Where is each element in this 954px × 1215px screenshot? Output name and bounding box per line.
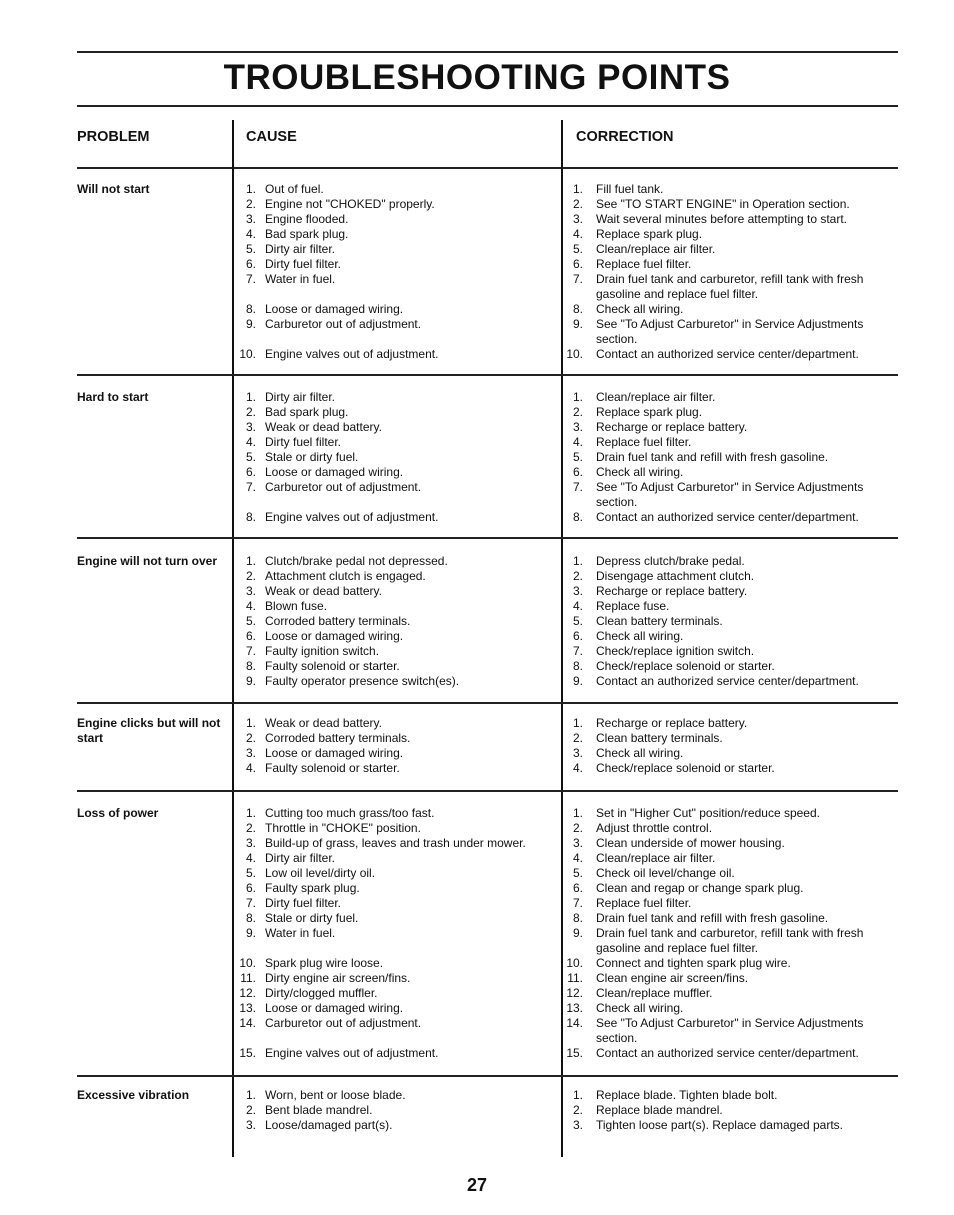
section-divider <box>77 1075 898 1077</box>
cause-number: 9. <box>245 926 256 940</box>
correction-text: Fill fuel tank. <box>596 182 664 196</box>
correction-number: 6. <box>572 629 583 643</box>
correction-number: 2. <box>572 731 583 745</box>
cause-number: 15. <box>239 1046 256 1060</box>
correction-text: Clean and regap or change spark plug. <box>596 881 804 895</box>
correction-text: section. <box>596 495 638 509</box>
correction-number: 8. <box>572 510 583 524</box>
correction-number: 2. <box>572 569 583 583</box>
cause-text: Dirty/clogged muffler. <box>265 986 378 1000</box>
correction-text: Contact an authorized service center/department. <box>596 347 859 361</box>
cause-number: 5. <box>245 866 256 880</box>
correction-number: 3. <box>572 584 583 598</box>
correction-number: 13. <box>566 1001 583 1015</box>
correction-number: 2. <box>572 821 583 835</box>
correction-number: 4. <box>572 435 583 449</box>
correction-text: Drain fuel tank and refill with fresh gasoline. <box>596 450 829 464</box>
correction-text: Contact an authorized service center/department. <box>596 674 859 688</box>
cause-text: Faulty ignition switch. <box>265 644 380 658</box>
cause-text: Faulty operator presence switch(es). <box>265 674 460 688</box>
cause-number: 4. <box>245 435 256 449</box>
correction-number: 1. <box>572 554 583 568</box>
correction-number: 3. <box>572 836 583 850</box>
cause-text: Loose/damaged part(s). <box>265 1118 393 1132</box>
correction-text: Contact an authorized service center/department. <box>596 510 859 524</box>
correction-number: 1. <box>572 716 583 730</box>
correction-number: 4. <box>572 227 583 241</box>
cause-number: 3. <box>245 1118 256 1132</box>
cause-text: Worn, bent or loose blade. <box>265 1088 406 1102</box>
problem-label: Excessive vibration <box>77 1088 190 1102</box>
correction-text: Replace spark plug. <box>596 227 703 241</box>
correction-text: Disengage attachment clutch. <box>596 569 755 583</box>
cause-text: Engine valves out of adjustment. <box>265 1046 439 1060</box>
cause-text: Engine valves out of adjustment. <box>265 510 439 524</box>
problem-label: Loss of power <box>77 806 159 820</box>
correction-number: 5. <box>572 450 583 464</box>
cause-number: 8. <box>245 911 256 925</box>
correction-number: 3. <box>572 1118 583 1132</box>
cause-number: 4. <box>245 599 256 613</box>
page-number: 27 <box>466 1175 488 1195</box>
correction-text: Clean/replace air filter. <box>596 851 716 865</box>
correction-text: Clean battery terminals. <box>596 614 723 628</box>
correction-text: Replace fuse. <box>596 599 670 613</box>
cause-text: Dirty fuel filter. <box>265 896 342 910</box>
correction-text: Drain fuel tank and carburetor, refill tank with fresh <box>596 272 864 286</box>
correction-text: Wait several minutes before attempting to start. <box>596 212 847 226</box>
cause-number: 13. <box>239 1001 256 1015</box>
problem-label: Engine clicks but will not start <box>77 716 221 745</box>
correction-number: 7. <box>572 272 583 286</box>
cause-text: Carburetor out of adjustment. <box>265 317 422 331</box>
cause-column-header: CAUSE <box>246 129 297 145</box>
cause-number: 4. <box>245 227 256 241</box>
cause-text: Loose or damaged wiring. <box>265 746 404 760</box>
correction-text: section. <box>596 1031 638 1045</box>
correction-text: Set in "Higher Cut" position/reduce speed. <box>596 806 820 820</box>
correction-text: Check all wiring. <box>596 465 684 479</box>
cause-text: Throttle in "CHOKE" position. <box>265 821 421 835</box>
cause-text: Bent blade mandrel. <box>265 1103 373 1117</box>
correction-text: Check all wiring. <box>596 1001 684 1015</box>
correction-number: 1. <box>572 182 583 196</box>
cause-text: Engine flooded. <box>265 212 349 226</box>
cause-number: 1. <box>245 182 256 196</box>
section-divider <box>77 374 898 376</box>
correction-number: 10. <box>566 956 583 970</box>
cause-text: Faulty solenoid or starter. <box>265 659 400 673</box>
correction-text: Clean/replace air filter. <box>596 242 716 256</box>
cause-text: Loose or damaged wiring. <box>265 1001 404 1015</box>
cause-text: Faulty spark plug. <box>265 881 360 895</box>
cause-column-divider <box>232 120 234 1157</box>
correction-number: 3. <box>572 420 583 434</box>
cause-number: 5. <box>245 614 256 628</box>
correction-text: Recharge or replace battery. <box>596 716 748 730</box>
correction-text: Adjust throttle control. <box>596 821 713 835</box>
correction-text: Contact an authorized service center/department. <box>596 1046 859 1060</box>
cause-number: 7. <box>245 480 256 494</box>
cause-text: Water in fuel. <box>265 926 336 940</box>
cause-text: Engine valves out of adjustment. <box>265 347 439 361</box>
correction-text: Check oil level/change oil. <box>596 866 735 880</box>
cause-text: Corroded battery terminals. <box>265 614 411 628</box>
correction-number: 9. <box>572 317 583 331</box>
problem-label: Will not start <box>77 182 150 196</box>
cause-number: 2. <box>245 821 256 835</box>
cause-number: 6. <box>245 465 256 479</box>
cause-number: 2. <box>245 405 256 419</box>
correction-text: Connect and tighten spark plug wire. <box>596 956 791 970</box>
correction-number: 1. <box>572 1088 583 1102</box>
cause-number: 14. <box>239 1016 256 1030</box>
cause-text: Build-up of grass, leaves and trash under mower. <box>265 836 526 850</box>
cause-number: 1. <box>245 1088 256 1102</box>
correction-text: Check all wiring. <box>596 746 684 760</box>
cause-number: 8. <box>245 510 256 524</box>
correction-number: 7. <box>572 644 583 658</box>
cause-number: 9. <box>245 317 256 331</box>
cause-number: 6. <box>245 629 256 643</box>
correction-number: 7. <box>572 480 583 494</box>
correction-text: Check all wiring. <box>596 302 684 316</box>
correction-number: 6. <box>572 257 583 271</box>
title-top-rule <box>77 51 898 53</box>
cause-text: Dirty fuel filter. <box>265 435 342 449</box>
cause-text: Loose or damaged wiring. <box>265 302 404 316</box>
cause-text: Carburetor out of adjustment. <box>265 480 422 494</box>
correction-text: Drain fuel tank and refill with fresh gasoline. <box>596 911 829 925</box>
cause-number: 3. <box>245 420 256 434</box>
correction-text: See "To Adjust Carburetor" in Service Adjustments <box>596 317 864 331</box>
cause-text: Bad spark plug. <box>265 405 349 419</box>
correction-text: gasoline and replace fuel filter. <box>596 287 759 301</box>
section-divider <box>77 537 898 539</box>
correction-text: See "TO START ENGINE" in Operation section. <box>596 197 850 211</box>
correction-column-header: CORRECTION <box>576 129 674 145</box>
correction-number: 4. <box>572 851 583 865</box>
correction-text: Check/replace ignition switch. <box>596 644 755 658</box>
cause-text: Blown fuse. <box>265 599 328 613</box>
correction-text: See "To Adjust Carburetor" in Service Adjustments <box>596 1016 864 1030</box>
cause-text: Dirty air filter. <box>265 242 336 256</box>
cause-number: 4. <box>245 851 256 865</box>
correction-number: 14. <box>566 1016 583 1030</box>
page-title: TROUBLESHOOTING POINTS <box>223 58 731 97</box>
correction-number: 9. <box>572 674 583 688</box>
cause-text: Weak or dead battery. <box>265 584 382 598</box>
correction-text: Replace blade mandrel. <box>596 1103 723 1117</box>
correction-text: Clean engine air screen/fins. <box>596 971 749 985</box>
correction-text: section. <box>596 332 638 346</box>
correction-number: 2. <box>572 1103 583 1117</box>
cause-number: 12. <box>239 986 256 1000</box>
correction-text: Replace fuel filter. <box>596 435 692 449</box>
correction-text: Check/replace solenoid or starter. <box>596 761 775 775</box>
cause-text: Weak or dead battery. <box>265 716 382 730</box>
correction-text: Replace blade. Tighten blade bolt. <box>596 1088 778 1102</box>
cause-number: 5. <box>245 242 256 256</box>
cause-number: 2. <box>245 1103 256 1117</box>
correction-text: gasoline and replace fuel filter. <box>596 941 759 955</box>
correction-number: 11. <box>567 971 583 985</box>
correction-number: 9. <box>572 926 583 940</box>
section-divider <box>77 790 898 792</box>
cause-text: Water in fuel. <box>265 272 336 286</box>
correction-text: Replace fuel filter. <box>596 896 692 910</box>
cause-number: 10. <box>239 347 256 361</box>
correction-number: 1. <box>572 806 583 820</box>
cause-number: 6. <box>245 257 256 271</box>
cause-text: Faulty solenoid or starter. <box>265 761 400 775</box>
correction-text: Clean battery terminals. <box>596 731 723 745</box>
cause-number: 11. <box>240 971 256 985</box>
correction-number: 15. <box>566 1046 583 1060</box>
cause-text: Corroded battery terminals. <box>265 731 411 745</box>
correction-text: Recharge or replace battery. <box>596 584 748 598</box>
cause-number: 3. <box>245 746 256 760</box>
correction-number: 8. <box>572 302 583 316</box>
correction-number: 6. <box>572 881 583 895</box>
correction-text: Drain fuel tank and carburetor, refill tank with fresh <box>596 926 864 940</box>
cause-text: Spark plug wire loose. <box>265 956 384 970</box>
cause-number: 6. <box>245 881 256 895</box>
correction-number: 8. <box>572 911 583 925</box>
problem-column-header: PROBLEM <box>77 129 150 145</box>
cause-text: Dirty engine air screen/fins. <box>265 971 411 985</box>
correction-text: Replace spark plug. <box>596 405 703 419</box>
cause-number: 3. <box>245 584 256 598</box>
correction-number: 10. <box>566 347 583 361</box>
correction-text: Replace fuel filter. <box>596 257 692 271</box>
correction-text: Tighten loose part(s). Replace damaged parts. <box>596 1118 844 1132</box>
correction-number: 8. <box>572 659 583 673</box>
cause-number: 10. <box>239 956 256 970</box>
correction-text: Clean/replace muffler. <box>596 986 713 1000</box>
correction-text: Clean/replace air filter. <box>596 390 716 404</box>
cause-number: 2. <box>245 197 256 211</box>
correction-text: Check/replace solenoid or starter. <box>596 659 775 673</box>
correction-number: 3. <box>572 746 583 760</box>
correction-number: 5. <box>572 866 583 880</box>
cause-text: Attachment clutch is engaged. <box>265 569 426 583</box>
correction-column-divider <box>561 120 563 1157</box>
cause-number: 3. <box>245 836 256 850</box>
problem-label: Hard to start <box>77 390 149 404</box>
cause-text: Low oil level/dirty oil. <box>265 866 376 880</box>
cause-text: Clutch/brake pedal not depressed. <box>265 554 448 568</box>
cause-text: Stale or dirty fuel. <box>265 911 359 925</box>
cause-number: 1. <box>245 716 256 730</box>
cause-number: 3. <box>245 212 256 226</box>
correction-text: Clean underside of mower housing. <box>596 836 785 850</box>
correction-number: 2. <box>572 405 583 419</box>
correction-number: 6. <box>572 465 583 479</box>
section-divider <box>77 702 898 704</box>
cause-number: 7. <box>245 644 256 658</box>
correction-number: 2. <box>572 197 583 211</box>
correction-text: Recharge or replace battery. <box>596 420 748 434</box>
cause-number: 2. <box>245 569 256 583</box>
cause-text: Loose or damaged wiring. <box>265 629 404 643</box>
cause-text: Out of fuel. <box>265 182 324 196</box>
cause-number: 1. <box>245 390 256 404</box>
cause-number: 4. <box>245 761 256 775</box>
correction-number: 3. <box>572 212 583 226</box>
cause-text: Dirty air filter. <box>265 851 336 865</box>
title-bottom-rule <box>77 105 898 107</box>
cause-text: Dirty fuel filter. <box>265 257 342 271</box>
correction-text: Check all wiring. <box>596 629 684 643</box>
correction-number: 1. <box>572 390 583 404</box>
correction-number: 4. <box>572 761 583 775</box>
cause-text: Bad spark plug. <box>265 227 349 241</box>
correction-number: 7. <box>572 896 583 910</box>
problem-label: Engine will not turn over <box>77 554 218 568</box>
header-divider <box>77 167 898 169</box>
cause-text: Dirty air filter. <box>265 390 336 404</box>
correction-text: See "To Adjust Carburetor" in Service Adjustments <box>596 480 864 494</box>
cause-number: 8. <box>245 302 256 316</box>
cause-number: 7. <box>245 272 256 286</box>
cause-number: 2. <box>245 731 256 745</box>
cause-text: Carburetor out of adjustment. <box>265 1016 422 1030</box>
cause-number: 5. <box>245 450 256 464</box>
correction-number: 5. <box>572 242 583 256</box>
correction-number: 4. <box>572 599 583 613</box>
cause-text: Stale or dirty fuel. <box>265 450 359 464</box>
correction-number: 5. <box>572 614 583 628</box>
cause-number: 9. <box>245 674 256 688</box>
cause-number: 7. <box>245 896 256 910</box>
cause-text: Weak or dead battery. <box>265 420 382 434</box>
cause-number: 1. <box>245 806 256 820</box>
cause-text: Cutting too much grass/too fast. <box>265 806 435 820</box>
cause-number: 8. <box>245 659 256 673</box>
cause-text: Loose or damaged wiring. <box>265 465 404 479</box>
correction-text: Depress clutch/brake pedal. <box>596 554 745 568</box>
cause-text: Engine not "CHOKED" properly. <box>265 197 435 211</box>
correction-number: 12. <box>566 986 583 1000</box>
cause-number: 1. <box>245 554 256 568</box>
